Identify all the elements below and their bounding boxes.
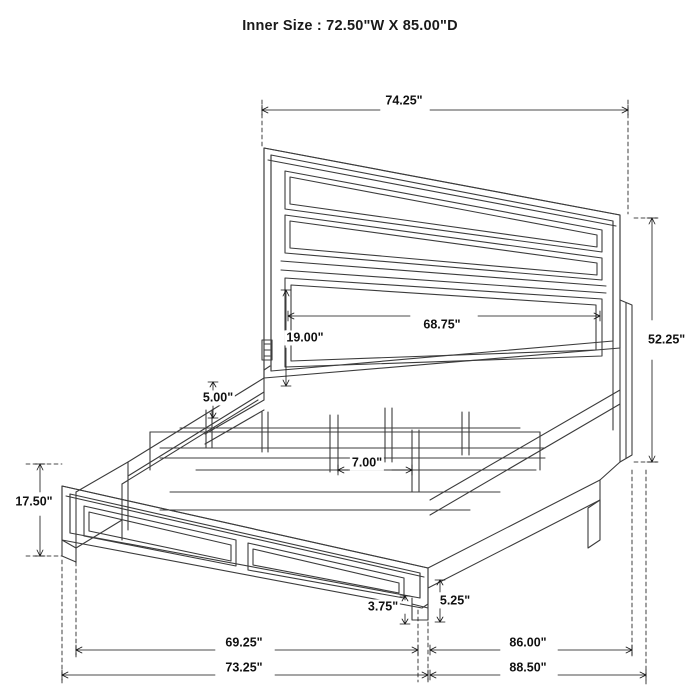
dimension-label-headboard-panel-width: 68.75" [423,317,461,332]
leg-front-left [62,540,76,562]
dimension-label-footboard-inner-width: 69.25" [225,635,263,650]
headboard-panel-2 [285,215,602,280]
side-rail-left-top [128,378,264,462]
side-rail-right [600,348,620,520]
dimension-label-bed-outer-depth: 88.50" [509,660,547,675]
dimension-label-headboard-height: 52.25" [648,332,686,347]
dimension-label-footboard-leg-height: 3.75" [367,599,399,614]
dimension-label-footboard-height: 17.50" [15,494,53,509]
leg-front-right [412,598,428,620]
dimension-label-rail-clearance: 5.25" [439,593,471,608]
page-title: Inner Size : 72.50"W X 85.00"D [242,18,458,34]
dimension-label-slat-rise: 5.00" [202,390,234,405]
dimension-label-headboard-clearance: 19.00" [286,330,324,345]
dimension-label-footboard-outer-width: 73.25" [225,660,263,675]
dimension-label-headboard-width: 74.25" [385,93,423,108]
side-rail-right-top [430,390,620,500]
dimension-label-bed-inner-depth: 86.00" [509,635,547,650]
dimension-label-slat-spacing: 7.00" [351,455,383,470]
headboard-panel-1 [285,171,602,252]
leg-rear-right [588,500,600,548]
